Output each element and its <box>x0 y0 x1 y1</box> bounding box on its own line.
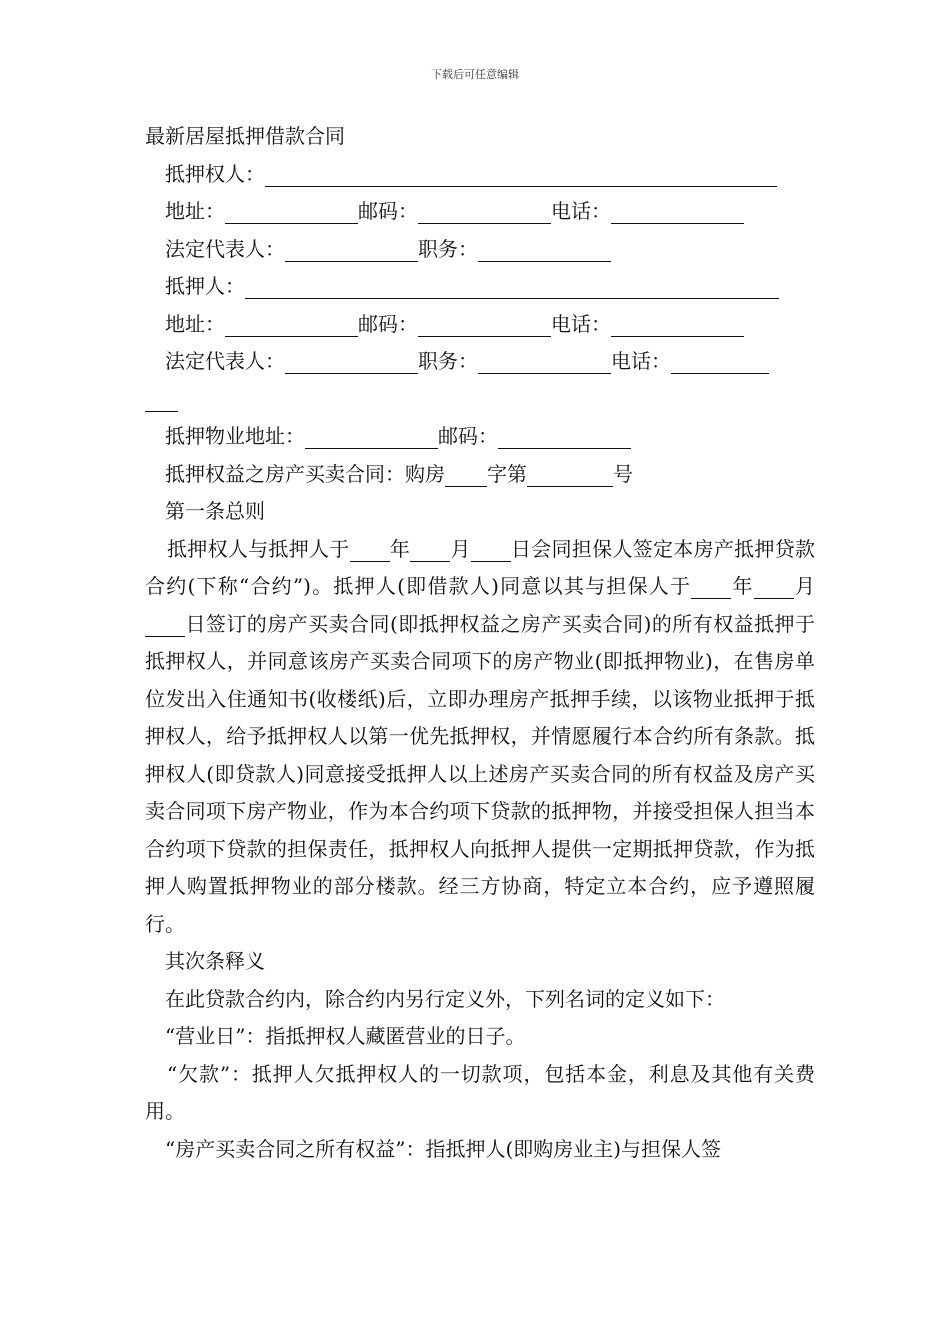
section-2-intro: 在此贷款合约内，除合约内另行定义外，下列名词的定义如下： <box>165 986 725 1011</box>
postcode-blank <box>418 199 551 224</box>
contract-end-label: 号 <box>613 461 633 486</box>
para-text: 抵押权人与抵押人于 <box>167 536 350 561</box>
mortgagor-label: 抵押人： <box>165 274 245 298</box>
contract-document <box>145 118 815 1168</box>
document-title: 最新居屋抵押借款合同 <box>145 124 345 148</box>
mortgagee-label: 抵押权人： <box>165 161 265 186</box>
month-label: 月 <box>793 574 816 598</box>
contract-mid-label: 字第 <box>487 461 527 486</box>
postcode-blank <box>418 312 551 337</box>
mortgagee-rep-line <box>145 231 815 269</box>
contract-number-blank <box>527 462 613 487</box>
mortgagee-address-line <box>145 193 815 231</box>
para-text: 日会同担保人签定本房产抵押贷款合约(下称“合约”)。抵押人(即借款人)同意以其与担保人于 <box>145 536 816 598</box>
year-blank <box>691 574 731 599</box>
definition-debt: “欠款”：抵押人欠抵押权人的一切款项，包括本金，利息及其他有关费用。 <box>145 1061 815 1123</box>
postcode-label: 邮码： <box>358 199 418 223</box>
legal-rep-label: 法定代表人： <box>165 236 285 261</box>
definition-contract-rights: “房产买卖合同之所有权益”：指抵押人(即购房业主)与担保人签 <box>165 1136 722 1161</box>
year-label: 年 <box>731 574 754 598</box>
phone-blank <box>671 349 769 374</box>
mortgagor-line <box>145 268 815 306</box>
month-blank <box>754 574 794 599</box>
address-label: 地址： <box>165 311 225 336</box>
mortgagee-blank <box>265 162 777 187</box>
section-2-heading: 其次条释义 <box>165 949 265 973</box>
mortgagor-blank <box>245 274 779 299</box>
position-label: 职务： <box>418 349 478 373</box>
position-blank <box>478 349 611 374</box>
month-blank <box>410 537 450 562</box>
year-blank <box>350 537 390 562</box>
position-blank <box>478 237 611 262</box>
property-address-line <box>145 418 815 456</box>
postcode-label: 邮码： <box>438 424 498 448</box>
position-label: 职务： <box>418 236 478 261</box>
page-header: 下载后可任意编辑 <box>431 68 519 81</box>
phone-blank <box>611 199 744 224</box>
address-blank <box>225 312 358 337</box>
day-blank <box>471 537 511 562</box>
address-label: 地址： <box>165 199 225 223</box>
legal-rep-label: 法定代表人： <box>165 349 285 373</box>
property-address-label: 抵押物业地址： <box>165 424 305 448</box>
legal-rep-blank <box>285 237 418 262</box>
year-label: 年 <box>389 536 411 561</box>
property-address-blank <box>305 424 438 449</box>
phone-blank <box>611 312 744 337</box>
phone-label: 电话： <box>551 199 611 223</box>
section-1-paragraph <box>145 531 815 944</box>
postcode-label: 邮码： <box>358 311 418 336</box>
postcode-blank <box>498 424 631 449</box>
purchase-contract-line <box>145 456 815 494</box>
section-1-heading: 第一条总则 <box>165 499 265 523</box>
contract-type-blank <box>445 462 487 487</box>
mortgagor-address-line <box>145 306 815 344</box>
phone-label: 电话： <box>551 311 611 336</box>
mortgagee-line <box>145 156 815 194</box>
address-blank <box>225 199 358 224</box>
definition-business-day: “营业日”：指抵押权人藏匿营业的日子。 <box>165 1024 526 1048</box>
para-text: 日签订的房产买卖合同(即抵押权益之房产买卖合同)的所有权益抵押于抵押权人，并同意该房产买卖合同项下的房产物业(即抵押物业)，在售房单位发出入住通知书(收楼纸)后，立即办理房产抵押手续，以该物业抵押于抵押权人，给予抵押权人以第一优先抵押权，并情愿履行本合约所有条款。抵押权人(即贷款人)同意接受抵押人以上述房产买卖合同的所有权益及房产买卖合同项下房产物业，作为本合约项下贷款的抵押物，并接受担保人担当本合约项下贷款的担保责任，抵押权人向抵押人提供一定期抵押贷款，作为抵押人购置抵押物业的部分楼款。经三方协商，特定立本合约，应予遵照履行。 <box>145 611 815 936</box>
legal-rep-blank <box>285 349 418 374</box>
purchase-contract-label: 抵押权益之房产买卖合同：购房 <box>165 461 445 486</box>
phone-blank-tail <box>145 387 178 412</box>
phone-blank-continuation <box>145 381 815 419</box>
phone-label: 电话： <box>611 349 671 373</box>
month-label: 月 <box>450 536 471 561</box>
day-blank <box>145 612 185 637</box>
mortgagor-rep-line <box>145 343 815 381</box>
